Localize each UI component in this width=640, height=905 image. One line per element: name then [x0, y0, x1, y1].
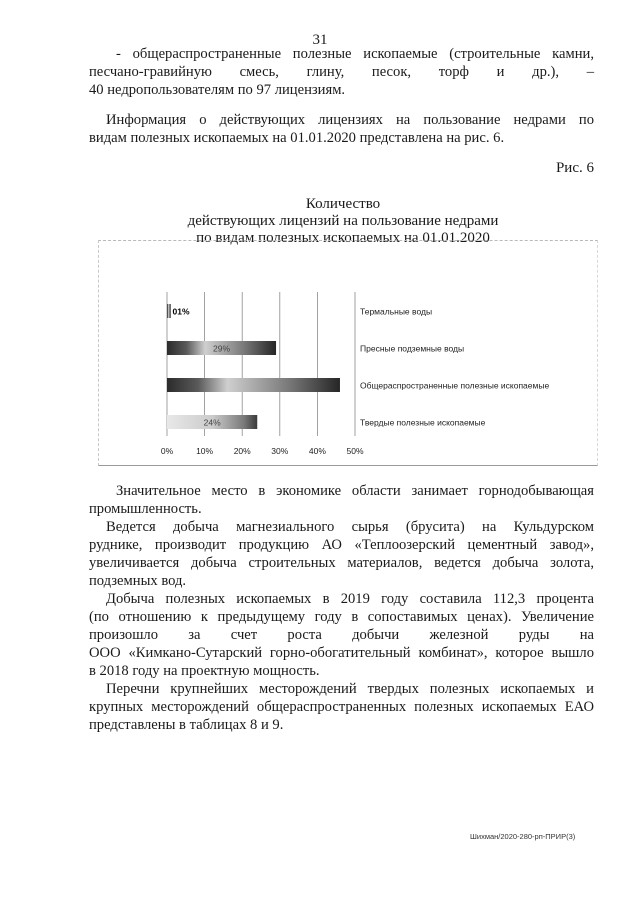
figure-label: Рис. 6 — [555, 160, 594, 176]
text-line: (по отношению к предыдущему году в сопоставимых ценах). Увеличение — [89, 609, 594, 625]
x-tick-label: 30% — [271, 446, 289, 456]
text-line: Информация о действующих лицензиях на пользование недрами по — [106, 112, 594, 128]
text-line: песчано-гравийную смесь, глину, песок, торф и др.), – — [89, 64, 594, 80]
bar — [167, 378, 340, 392]
body-paragraph-2 — [89, 518, 594, 590]
text-line: подземных вод. — [89, 573, 187, 589]
body-paragraph-1 — [116, 482, 594, 500]
data-label: 24% — [203, 417, 221, 428]
chart-title-line: действующих лицензий на пользование недрами — [187, 213, 499, 229]
text-line: видам полезных ископаемых на 01.01.2020 представлена на рис. 6. — [89, 130, 505, 146]
text-line: ООО «Кимкано-Сутарский горно-обогатительный комбинат», которое вышло — [89, 645, 594, 661]
category-label: Пресные подземные воды — [360, 343, 465, 354]
text-line: - общераспространенные полезные ископаемые (строительные камни, — [116, 46, 594, 62]
text-line: Перечни крупнейших месторождений твердых полезных ископаемых и — [106, 681, 594, 697]
text-line: Ведется добыча магнезиального сырья (брусита) на Кульдурском — [106, 519, 594, 535]
footer-document-code: Шихман/2020-280-рп-ПРИР(3) — [470, 832, 576, 841]
category-label: Твердые полезные ископаемые — [360, 417, 486, 428]
data-label: 01% — [172, 306, 190, 317]
text-line: Добыча полезных ископаемых в 2019 году составила 112,3 процента — [106, 591, 594, 607]
license-bar-chart — [98, 240, 596, 466]
text-line: в 2018 году на проектную мощность. — [89, 663, 320, 679]
x-tick-label: 50% — [346, 446, 364, 456]
x-tick-label: 10% — [196, 446, 214, 456]
text-line: крупных месторождений общераспространенных полезных ископаемых ЕАО — [89, 699, 594, 715]
text-line: Значительное место в экономике области занимает горнодобывающая — [116, 483, 594, 499]
text-line: произошло за счет роста добычи железной руды на — [89, 627, 594, 643]
text-line: 40 недропользователям по 97 лицензиям. — [89, 82, 346, 98]
text-line: увеличивается добыча строительных материалов, ведется добыча золота, — [89, 555, 594, 571]
category-label: Термальные воды — [360, 306, 433, 317]
text-line: представлены в таблицах 8 и 9. — [89, 717, 284, 733]
intro-text — [116, 45, 594, 63]
x-tick-label: 0% — [160, 446, 174, 456]
text-line: руднике, производит продукцию АО «Теплоозерский цементный завод», — [89, 537, 594, 553]
body-paragraph-3 — [89, 590, 594, 680]
chart-title-line: Количество — [305, 196, 381, 212]
data-label: 29% — [213, 343, 231, 354]
body-paragraph-4 — [89, 680, 594, 734]
page-number: 31 — [312, 32, 328, 48]
category-label: Общераспространенные полезные ископаемые — [360, 380, 550, 391]
x-tick-label: 20% — [233, 446, 251, 456]
body-paragraph-1-cont — [89, 500, 594, 518]
x-tick-label: 40% — [308, 446, 326, 456]
chart-title-line: по видам полезных ископаемых на 01.01.2020 — [196, 230, 490, 246]
info-paragraph — [89, 111, 594, 147]
bar — [167, 304, 171, 318]
text-line: промышленность. — [89, 501, 202, 517]
intro-text-cont — [89, 63, 594, 99]
